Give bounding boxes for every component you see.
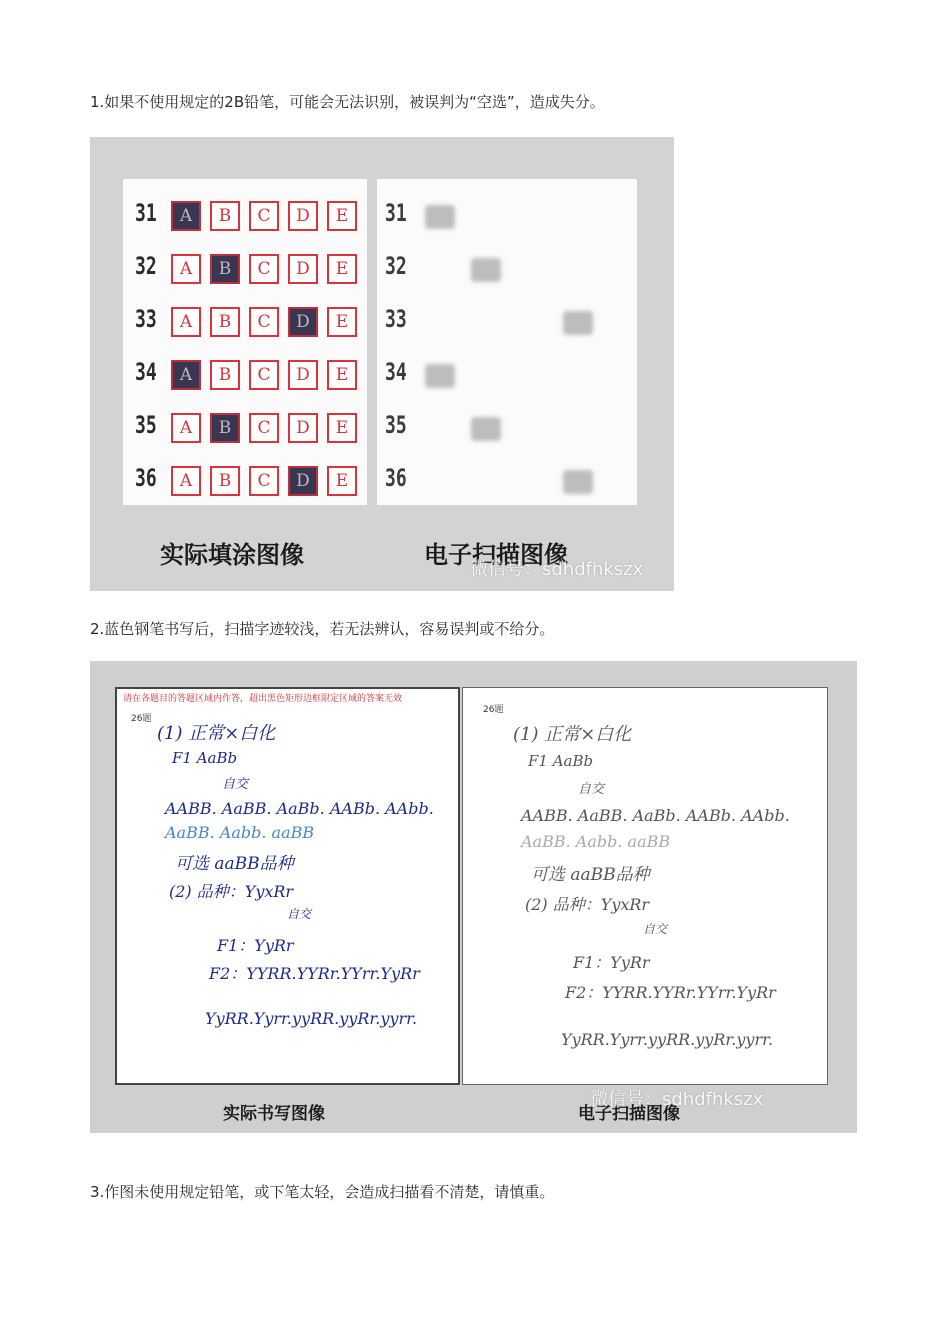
option-bubble: B — [210, 466, 240, 496]
scan-row-number: 35 — [385, 411, 407, 439]
option-bubble: D — [288, 466, 318, 496]
handwriting-line: F1 AaBb — [172, 749, 238, 767]
watermark-2: 微信号：sdhdfhkszx — [590, 1089, 764, 1110]
actual-writing-sheet — [115, 687, 460, 1085]
option-bubble: E — [327, 360, 357, 390]
option-bubble: A — [171, 413, 201, 443]
caption-actual-writing: 实际书写图像 — [223, 1104, 325, 1124]
scanned-handwriting-line: F2：YYRR.YYRr.YYrr.YyRr — [565, 983, 776, 1002]
question-number: 26题 — [131, 714, 152, 724]
option-bubble: A — [171, 254, 201, 284]
scanned-mark — [425, 364, 455, 388]
option-bubble: D — [288, 201, 318, 231]
scanned-mark — [425, 205, 455, 229]
scan-panel — [377, 179, 637, 505]
option-bubble: E — [327, 307, 357, 337]
figure-handwriting-comparison — [90, 661, 857, 1133]
option-bubble: B — [210, 413, 240, 443]
option-bubble: A — [171, 307, 201, 337]
handwriting-line: 自交 — [222, 777, 249, 792]
handwriting-line: 自交 — [287, 907, 312, 921]
scan-row-number: 32 — [385, 252, 407, 280]
handwriting-line: (2) 品种：YyxRr — [169, 882, 294, 901]
row-number: 32 — [135, 252, 157, 280]
question-number-scan: 26题 — [483, 705, 504, 715]
option-bubble: C — [249, 466, 279, 496]
row-number: 34 — [135, 358, 157, 386]
scanned-mark — [471, 417, 501, 441]
option-bubble: C — [249, 201, 279, 231]
paragraph-2: 2.蓝色钢笔书写后，扫描字迹较浅，若无法辨认，容易误判或不给分。 — [90, 620, 555, 638]
handwriting-line: AaBB. Aabb. aaBB — [165, 823, 315, 842]
scanned-handwriting-line: 自交 — [578, 782, 605, 797]
option-bubble: E — [327, 201, 357, 231]
paragraph-1: 1.如果不使用规定的2B铅笔，可能会无法识别，被误判为“空选”，造成失分。 — [90, 93, 605, 111]
handwriting-line: (1) 正常×白化 — [157, 723, 276, 744]
scanned-mark — [471, 258, 501, 282]
answer-area-notice: 请在各题目的答题区域内作答，超出黑色矩形边框限定区域的答案无效 — [123, 694, 403, 704]
option-bubble: D — [288, 413, 318, 443]
caption-actual-fill: 实际填涂图像 — [160, 541, 304, 569]
paragraph-3: 3.作图未使用规定铅笔，或下笔太轻，会造成扫描看不清楚，请慎重。 — [90, 1183, 555, 1201]
scanned-handwriting-line: 自交 — [643, 922, 668, 936]
option-bubble: C — [249, 307, 279, 337]
option-bubble: C — [249, 360, 279, 390]
row-number: 33 — [135, 305, 157, 333]
scanned-handwriting-line: F1：YyRr — [573, 953, 650, 972]
figure-bubble-sheet-comparison — [90, 137, 674, 591]
scanned-mark — [563, 311, 593, 335]
option-bubble: C — [249, 413, 279, 443]
option-bubble: A — [171, 466, 201, 496]
scanned-handwriting-line: YyRR.Yyrr.yyRR.yyRr.yyrr. — [561, 1030, 774, 1049]
handwriting-line: 可选 aaBB品种 — [175, 854, 294, 874]
watermark: 微信号：sdhdfhkszx — [470, 559, 644, 580]
option-bubble: E — [327, 466, 357, 496]
option-bubble: E — [327, 413, 357, 443]
option-bubble: A — [171, 360, 201, 390]
option-bubble: E — [327, 254, 357, 284]
handwriting-line: F2：YYRR.YYRr.YYrr.YyRr — [209, 964, 420, 983]
option-bubble: B — [210, 254, 240, 284]
scanned-handwriting-line: (2) 品种：YyxRr — [525, 895, 650, 914]
row-number: 36 — [135, 464, 157, 492]
option-bubble: A — [171, 201, 201, 231]
row-number: 35 — [135, 411, 157, 439]
scanned-handwriting-line: AaBB. Aabb. aaBB — [521, 832, 671, 851]
option-bubble: B — [210, 307, 240, 337]
scanned-writing-sheet — [462, 687, 828, 1085]
option-bubble: D — [288, 360, 318, 390]
option-bubble: D — [288, 254, 318, 284]
scan-row-number: 33 — [385, 305, 407, 333]
row-number: 31 — [135, 199, 157, 227]
scanned-handwriting-line: AABB. AaBB. AaBb. AABb. AAbb. — [521, 806, 790, 825]
scan-row-number: 34 — [385, 358, 407, 386]
scanned-handwriting-line: (1) 正常×白化 — [513, 724, 632, 745]
caption-scan-writing: 电子扫描图像 — [578, 1104, 680, 1124]
scan-row-number: 36 — [385, 464, 407, 492]
scanned-handwriting-line: F1 AaBb — [528, 752, 594, 770]
option-bubble: B — [210, 201, 240, 231]
handwriting-line: YyRR.Yyrr.yyRR.yyRr.yyrr. — [205, 1009, 418, 1028]
handwriting-line: F1：YyRr — [217, 936, 294, 955]
caption-scan: 电子扫描图像 — [424, 541, 568, 569]
handwriting-line: AABB. AaBB. AaBb. AABb. AAbb. — [165, 799, 434, 818]
option-bubble: B — [210, 360, 240, 390]
actual-fill-panel — [123, 179, 367, 505]
option-bubble: D — [288, 307, 318, 337]
scanned-mark — [563, 470, 593, 494]
option-bubble: C — [249, 254, 279, 284]
scanned-handwriting-line: 可选 aaBB品种 — [531, 865, 650, 885]
scan-row-number: 31 — [385, 199, 407, 227]
